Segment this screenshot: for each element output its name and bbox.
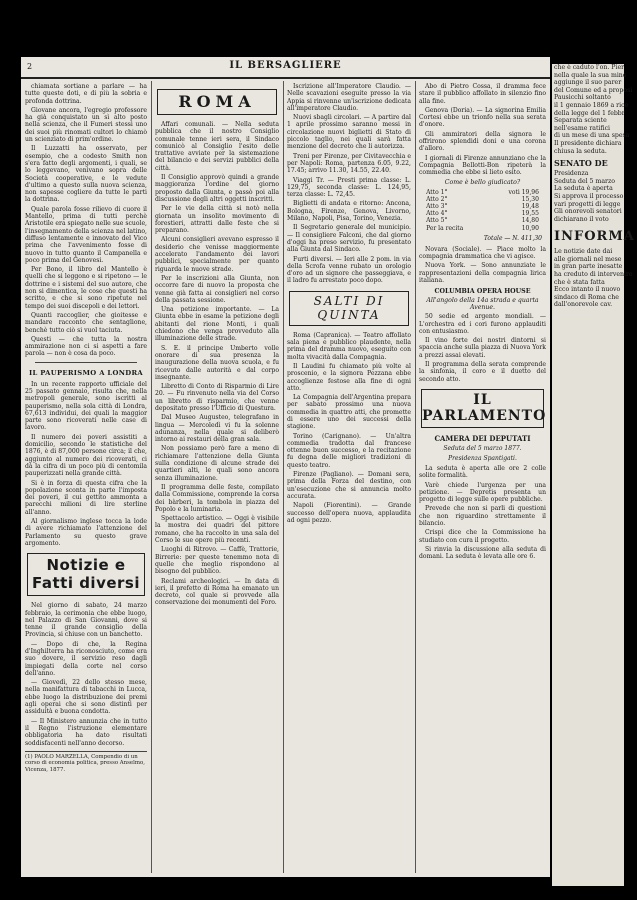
- footnote: (1) PAOLO MARZELLA, Compendio di un corso di economia politica, presso Anselmo, Vicenza, 1877.: [25, 751, 147, 774]
- edge-text-line: Seduta del 5 marzo: [554, 177, 615, 185]
- edge-senato-title: SENATO DE: [554, 158, 608, 169]
- article-paragraph: Giovane ancora, l'egregio professore ha già conquistato un sì alto posto nella scienza, che il Fumeri stessi uno dei suoi più rinomati cultori lo chiamò un scienziato di prim'ordine.: [25, 106, 147, 144]
- table-row: [424, 210, 541, 217]
- article-paragraph: Roma (Capranica). — Teatro affollato sala piena e pubblico plaudente, nella prima del dramma nuovo, eseguito con molta vivacità dalla Compagnia.: [287, 331, 411, 361]
- page-header: [21, 57, 550, 79]
- article-paragraph: S. E. il principe Umberto volle onorare di sua presenza la inaugurazione della nuova scuola, e fu ricevuto dalle autorità e dal corpo insegnante.: [155, 344, 279, 381]
- poll-label: Atto 2°: [426, 195, 448, 203]
- theater-name: COLUMBIA OPERA HOUSE: [434, 288, 531, 296]
- theater-address: All'angolo della 14a strada e quarta Avenue.: [426, 297, 539, 312]
- edge-text-line: Gli onorevoli senatori: [554, 208, 622, 216]
- article-paragraph: Treni per Firenze, per Civitavecchia e per Napoli: Roma, partenza 6.05, 9.22, 17.45; arrivo 11.30, 14.55, 22.40.: [287, 152, 411, 175]
- edge-text-line: che è stata fatta: [554, 278, 605, 286]
- article-paragraph: Questi — che tutta la nostra ammirazione non ci si aspetti a fare parola — non è cosa da poco.: [25, 335, 147, 358]
- column-rule: [415, 81, 416, 873]
- article-paragraph: Crispi dice che la Commissione ha studiato con cura il progetto.: [419, 529, 546, 544]
- article-paragraph: Spettacolo artistico. — Oggi è visibile la mostra dei quadri del pittore romano, che ha raccolto in una sala del Corso le sue opere più recenti.: [155, 515, 279, 545]
- table-row: [424, 225, 541, 232]
- article-paragraph: Abo di Pietro Cossa, il dramma fece stare il pubblico affollato in silenzio fino alla fine.: [419, 83, 546, 105]
- column-2: [155, 83, 279, 873]
- article-paragraph: Il vino forte dei nostri dintorni si spaccia anche sulla piazza di Nuova York a prezzi assai elevati.: [419, 337, 546, 359]
- article-paragraph: Il Consiglio approvò quindi a grande maggioranza l'ordine del giorno proposto dalla Giunta, e passò poi alla discussione degli altri oggetti inscritti.: [155, 174, 279, 203]
- edge-text-line: La seduta è aperta: [554, 185, 613, 193]
- table-row: [424, 217, 541, 224]
- edge-text-line: del Comune ed a proposi: [554, 86, 633, 94]
- edge-text-line: Pausicchi soltanto: [554, 94, 611, 102]
- article-paragraph: Una petizione importante. — La Giunta ebbe in esame la petizione degli abitanti del rione Monti, i quali chiedono che venga provveduto alla illuminazione delle strade.: [155, 306, 279, 343]
- article-paragraph: Luoghi di Ritrovo. — Caffè, Trattorie, Birrerie: per queste tenemmo nota di quelle che meglio rispondono al bisogno del pubblico.: [155, 546, 279, 576]
- article-paragraph: Libretto di Conto di Risparmio di Lire 20. — Fu rinvenuto nella via del Corso un libretto di risparmio, che venne depositato presso l'Ufficio di Questura.: [155, 383, 279, 412]
- edge-text-line: di un mese di una spesa: [554, 132, 630, 140]
- page-number: 2: [27, 62, 33, 71]
- masthead-title: IL BERSAGLIERE: [229, 60, 342, 71]
- edge-text-line: vari progetti di legge: [554, 200, 621, 208]
- article-paragraph: Al giornalismo inglese tocca la lode di avere richiamato l'attenzione del Parlamento su questo grave argomento.: [25, 518, 147, 547]
- article-paragraph: — Il Ministero annunzia che in tutto il Regno l'istruzione elementare obbligatoria ha dato risultati soddisfacenti nell'anno decorso.: [25, 717, 147, 747]
- edge-text-line: sindaco di Roma che: [554, 293, 619, 301]
- article-paragraph: 50 sedie ed argento mondiali. — L'orchestra ed i cori furono applauditi con entusiasmo.: [419, 313, 546, 335]
- article-paragraph: Il programma delle feste, compilato dalla Commissione, comprende la corsa dei bàrberi, la tombola in piazza del Popolo e la luminaria.: [155, 483, 279, 513]
- edge-text-line: Ecco intanto il nuovo: [554, 286, 621, 294]
- table-row: [424, 203, 541, 210]
- article-paragraph: Si rinvia la discussione alla seduta di domani. La seduta è levata alle ore 6.: [419, 545, 546, 561]
- column-rule: [151, 81, 152, 873]
- section-title-pauperismo: IL PAUPERISMO A LONDRA: [29, 368, 143, 377]
- article-paragraph: La seduta è aperta alle ore 2 colle solite formalità.: [419, 464, 546, 480]
- edge-text-line: chiusa la seduta.: [554, 147, 607, 155]
- article-paragraph: La Compagnia dell'Argentina prepara per sabato prossimo una nuova commedia in quattro atti, che promette di essere uno dei successi della stagione.: [287, 394, 411, 431]
- article-paragraph: Il numero dei poveri assistiti a domicilio, secondo le statistiche del 1876, è di 87,000 persone circa; il che, aggiunto al numero dei ricoverati, ci dà la cifra di un poco più di centomila pauperizzati nella grande città.: [25, 433, 147, 478]
- article-paragraph: Alcuni consiglieri avevano espresso il desiderio che venisse maggiormente accelerato l'andamento dei lavori pubblici, specialmente per quanto riguarda le nuove strade.: [155, 236, 279, 273]
- camera-title: CAMERA DEI DEPUTATI: [434, 433, 531, 443]
- section-title-salti-di-quinta: SALTI DI QUINTA: [289, 291, 409, 326]
- poll-label: Atto 3°: [426, 202, 448, 210]
- article-paragraph: Nuovi sbagli circolari. — A partire dal 1 aprile prossimo saranno messi in circolazione nuovi biglietti di Stato di piccolo taglio, nei quali sarà fatta menzione del decreto che li autorizza.: [287, 114, 411, 151]
- edge-text-line: dichiarano il voto: [554, 215, 609, 223]
- article-paragraph: Iscrizione all'Imperatore Claudio. — Nelle scavazioni eseguite presso la via Appia si rinvenne un'iscrizione dedicata all'imperatore Claudio.: [287, 83, 411, 112]
- article-paragraph: — Giovedì, 22 dello stesso mese, nella manifattura di tabacchi in Lucca, ebbe luogo la distribuzione dei premi agli operai che si sono distinti per assiduità e buona condotta.: [25, 679, 147, 716]
- section-title-parlamento: IL PARLAMENTO: [421, 389, 544, 428]
- article-paragraph: Per Bono, il libro del Mantello è quelli che si leggono e si ripetono — le dottrine e i sistemi del suo autore, che non si dimentica, le cose che questi ha scritto, e che si sono ripetute nel tempo dei suoi discepoli e dei lettori.: [25, 266, 147, 310]
- poll-label: Atto 4°: [426, 210, 448, 218]
- article-paragraph: chiamata sortiane a parlare — ha tutte queste doti, e di più la sobria e profonda dottrina.: [25, 83, 147, 105]
- edge-text-line: ha creduto di intervenire: [554, 271, 633, 279]
- edge-text-line: Si approva il processo: [554, 192, 624, 200]
- table-row: [424, 196, 541, 203]
- poll-label: Per la recita: [426, 224, 464, 232]
- article-paragraph: Prevede che non si parli di questioni che non riguardino strettamente il bilancio.: [419, 505, 546, 528]
- newspaper-page: [21, 57, 550, 877]
- article-paragraph: Il programma della serata comprende la sinfonia, il coro e il duetto del secondo atto.: [419, 361, 546, 383]
- poll-value: 10,90: [521, 224, 539, 232]
- article-paragraph: Quanti raccoglier, che gioitesse e mandare racconto che sentaglione, benchè tutto ciò si vuol taciuta.: [25, 311, 147, 334]
- poll-total: Totale — N. 411,30: [483, 234, 542, 242]
- edge-text-line: aggiunge il suo parer: [554, 79, 622, 87]
- session-date: Seduta del 5 marzo 1877.: [443, 444, 522, 452]
- poll-table: [424, 189, 541, 232]
- adjacent-page-edge: [552, 64, 635, 886]
- edge-text-line: Le notizie date dai: [554, 248, 613, 256]
- article-paragraph: — Dopo di che, la Regina d'Inghilterra ha riconosciuto, come era suo dovere, il servizio reso dagli impiegati della corte nel corso dell'anno.: [25, 640, 147, 677]
- edge-text-line: Separata sciente: [554, 117, 607, 125]
- edge-text-line: Presidenza: [554, 170, 589, 178]
- article-paragraph: Non possiamo però fare a meno di richiamare l'attenzione della Giunta sulla condizione di alcune strade dei quartieri alti, le quali sono ancora senza illuminazione.: [155, 445, 279, 482]
- poll-value: 19,48: [521, 202, 539, 210]
- article-paragraph: Il Laudini fu chiamato più volte al proscenio, e la signora Pezzana ebbe accoglienze festose alla fine di ogni atto.: [287, 362, 411, 392]
- edge-text-line: dall'onorevole cav.: [554, 301, 613, 309]
- article-paragraph: I giornali di Firenze annunziano che la Compagnia Bellotti-Bon ripeterà la commedia che ebbe sì lieto esito.: [419, 154, 546, 177]
- presidency: Presidenza Spantigati.: [448, 454, 517, 462]
- column-1: [25, 83, 147, 873]
- article-paragraph: Quale parola fosse rilievo di cuore il Mantello, prima di tutti perchè Aristotile era spiegato nelle sue scuole, l'insegnamento della scienza nel latino, diffuso lentamente e innovato del Vico prima che l'avvenimento fosse di nuovo in tutto quanto il Campanella e poco prima del Genovesi.: [25, 205, 147, 264]
- edge-informazioni-title: INFORMA: [554, 229, 635, 245]
- poll-question: Come è bello giudicato?: [444, 178, 521, 186]
- article-paragraph: Nel giorno di sabato, 24 marzo febbraio, la cerimonia che ebbe luogo, nel Palazzo di San Giovanni, dove si tenne il grande consiglio della Provincia, si chiuse con un banchetto.: [25, 602, 147, 639]
- column-4: [419, 83, 546, 873]
- edge-text-line: in gran parte inesatte: [554, 263, 623, 271]
- article-paragraph: Per le vie della città si notò nella giornata un insolito movimento di forestieri, attratti dalle feste che si preparano.: [155, 205, 279, 235]
- edge-text-line: nella quale la sua mine: [554, 71, 627, 79]
- article-paragraph: Dal Museo Augusteo, telegrafano in lingua — Mercoledì vi fu la solenne adunanza, nella quale si deliberò intorno ai restauri della gran sala.: [155, 414, 279, 444]
- article-paragraph: Viaggi Tr. — Presti prima classe: L. 129,75, seconda classe: L. 124,95, terza classe: L. 72,45.: [287, 176, 411, 199]
- edge-text-line: il 1 gennaio 1869 a rice: [554, 101, 629, 109]
- article-paragraph: Il Luzzatti ha osservato, per esempio, che a codesto Smith non s'era fatto degli argomenti, i quali, se lo leggevano, venivano sopra delle Società cooperative, e le vedute d'ultimo a questo sulla nuova scienza, non sapesse cogliere da tutte le parti la dottrina.: [25, 145, 147, 204]
- article-paragraph: Reclami archeologici. — In data di ieri, il prefetto di Roma ha emanato un decreto, col quale si provvede alla conservazione dei monumenti del Foro.: [155, 577, 279, 607]
- poll-value: 14,80: [521, 217, 539, 225]
- poll-value: voti 19,96: [508, 188, 539, 196]
- column-rule: [283, 81, 284, 873]
- edge-text-line: della legge del 1 febbr: [554, 109, 625, 117]
- column-3: [287, 83, 411, 873]
- poll-value: 15,30: [521, 195, 539, 203]
- article-paragraph: Nuova York. — Sono annunziate le rappresentazioni della compagnia lirica italiana.: [419, 262, 546, 284]
- article-paragraph: Napoli (Fiorentini). — Grande successo dell'opera nuova, applaudita ad ogni pezzo.: [287, 502, 411, 524]
- section-divider: [35, 362, 137, 363]
- section-title-roma: ROMA: [157, 89, 277, 115]
- poll-label: Atto 5°: [426, 217, 448, 225]
- poll-label: Atto 1°: [426, 188, 448, 196]
- article-paragraph: Firenze (Pagliano). — Domani sera, prima della Forza del destino, con un'esecuzione che si annuncia molto accurata.: [287, 471, 411, 500]
- section-title-notizie: Notizie e Fatti diversi: [27, 553, 145, 596]
- article-paragraph: Si è in forza di questa cifra che la popolazione sconta in parte l'imposta dei poveri, il cui gettito ammonta a parecchi milioni di lire sterline all'anno.: [25, 479, 147, 516]
- article-paragraph: Gli ammiratori della signora le offrirono splendidi doni e una corona d'alloro.: [419, 130, 546, 153]
- edge-text-line: nell'esame ratifici: [554, 124, 611, 132]
- poll-value: 19,55: [521, 210, 539, 218]
- edge-text-line: che è caduto l'on. Pier: [554, 64, 625, 71]
- article-paragraph: Varè chiede l'urgenza per una petizione. — Depretis presenta un progetto di legge sulle opere pubbliche.: [419, 481, 546, 504]
- edge-text-line: Il presidente dichiara: [554, 139, 622, 147]
- article-paragraph: Novara (Sociale). — Piace molto la compagnia drammatica che vi agisce.: [419, 245, 546, 261]
- article-paragraph: Genova (Doria). — La signorina Emilia Cortesi ebbe un trionfo nella sua serata d'onore.: [419, 106, 546, 129]
- article-paragraph: Furti diversi. — Ieri alle 2 pom. in via della Scrofa venne rubato un orologio d'oro ad un signore che passeggiava, e il ladro fu arrestato poco dopo.: [287, 255, 411, 285]
- article-paragraph: Per le inscrizioni alla Giunta, non occorre fare di nuovo la proposta che venne già fatta ai consiglieri nel corso della passata sessione.: [155, 274, 279, 304]
- article-paragraph: In un recente rapporto ufficiale del 25 passato gennaio, risulta che, nella metropoli generale, sono iscritti al pauperismo, nella sola città di Londra, 67,613 individui, dei quali la maggior parte sono ricoverati nelle case di lavoro.: [25, 380, 147, 432]
- article-paragraph: Torino (Carignano). — Un'altra commedia tradotta dal francese ottenne buon successo, e la recitazione fu degna delle migliori tradizioni di questo teatro.: [287, 432, 411, 469]
- article-paragraph: Il Segretario generale del municipio. — Il consigliere Falconi, che dal giorno d'oggi ha preso servizio, fu presentato alla Giunta dal Sindaco.: [287, 224, 411, 254]
- table-row: [424, 189, 541, 196]
- article-paragraph: Biglietti di andata e ritorno: Ancona, Bologna, Firenze, Genova, Livorno, Milano, Napoli, Pisa, Torino, Venezia.: [287, 200, 411, 223]
- edge-text-line: alle giornali nel mese: [554, 255, 622, 263]
- article-paragraph: Affari comunali. — Nella seduta pubblica che il nostro Consiglio comunale tenne ieri sera, il Sindaco comunicò al Consiglio l'esito delle trattative avviate per la sistemazione del bilancio e dei servizi pubblici della città.: [155, 121, 279, 172]
